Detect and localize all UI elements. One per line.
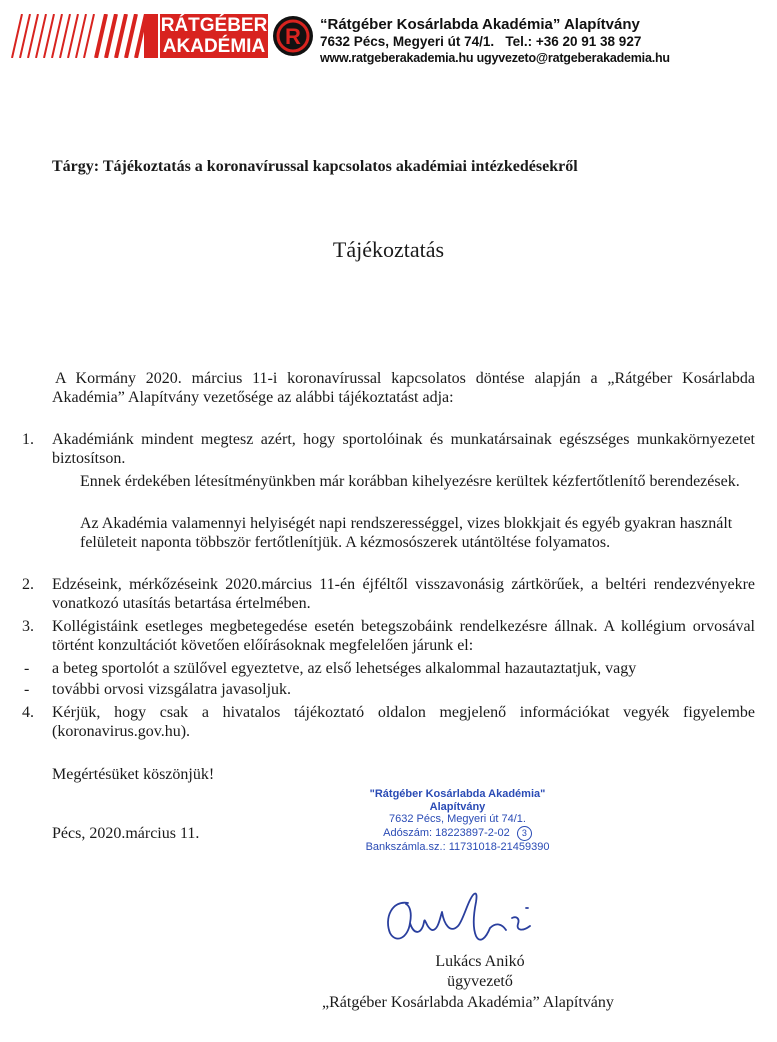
- stamp-line5: Bankszámla.sz.: 11731018-21459390: [365, 840, 550, 853]
- handwritten-signature: [380, 878, 555, 948]
- intro-paragraph: A Kormány 2020. március 11-i koronavírussal kapcsolatos döntése alapján a „Rátgéber Kosárlabda Akadémia” Alapítvány vezetősége az alábbi tájékoztatást adja:: [52, 370, 755, 406]
- signer-role: ügyvezető: [447, 973, 513, 990]
- item-1-text: Akadémiánk mindent megtesz azért, hogy sportolóinak és munkatársainak egészséges munkakörnyezetet biztosítson.: [52, 431, 755, 467]
- signer-name: Lukács Anikó: [435, 953, 525, 970]
- item-3-text: Kollégistáink esetleges megbetegedése esetén betegszobáink rendelkezésre állnak. A kollégium orvosával történt konzultációt követően előírásoknak megfelelően járunk el:: [52, 618, 755, 654]
- web-email: www.ratgeberakademia.hu ugyvezeto@ratgeberakademia.hu: [320, 51, 670, 65]
- bullet-1-text: a beteg sportolót a szülővel egyeztetve, az első lehetséges alkalommal hazautaztatjuk, vagy: [52, 660, 637, 677]
- logo-line2: AKADÉMIA: [162, 36, 266, 57]
- logo-line1: RÁTGÉBER: [160, 15, 268, 36]
- closing-thanks: Megértésüket köszönjük!: [52, 766, 215, 783]
- logo-wordmark: [160, 14, 268, 58]
- org-name-header: “Rátgéber Kosárlabda Akadémia” Alapítvány: [320, 16, 640, 33]
- item-4-number: 4.: [22, 704, 34, 721]
- logo-letter: R: [285, 24, 301, 49]
- registered-logo-icon: [271, 14, 315, 58]
- item-4-text: Kérjük, hogy csak a hivatalos tájékoztató oldalon megjelenő információkat vegyék figyelembe (koronavirus.gov.hu).: [52, 704, 755, 740]
- item-2-number: 2.: [22, 576, 34, 593]
- item-3-number: 3.: [22, 618, 34, 635]
- item-1-sub1: Ennek érdekében létesítményünkben már korábban kihelyezésre kerültek kézfertőtlenítő berendezések.: [80, 473, 740, 490]
- organization-stamp: [350, 788, 565, 853]
- bullet-2-text: további orvosi vizsgálatra javasoljuk.: [52, 681, 292, 698]
- place-date: Pécs, 2020.március 11.: [52, 825, 200, 842]
- stamp-badge: 3: [517, 826, 532, 841]
- item-1-number: 1.: [22, 431, 34, 448]
- subject-line: Tárgy: Tájékoztatás a koronavírussal kapcsolatos akadémiai intézkedésekről: [52, 158, 578, 175]
- stamp-line1: "Rátgéber Kosárlabda Akadémia": [369, 788, 546, 800]
- stamp-line2: Alapítvány: [429, 800, 486, 813]
- signer-organization: „Rátgéber Kosárlabda Akadémia” Alapítvány: [322, 994, 614, 1011]
- address-phone: 7632 Pécs, Megyeri út 74/1. Tel.: +36 20 91 38 927: [320, 34, 642, 49]
- item-2-text: Edzéseink, mérkőzéseink 2020.március 11-én éjféltől visszavonásig zártkörűek, a beltéri rendezvényekre vonatkozó utasítás betartása értelmében.: [52, 576, 755, 612]
- stamp-line3: 7632 Pécs, Megyeri út 74/1.: [389, 813, 526, 825]
- bullet-2-marker: -: [24, 681, 30, 698]
- logo-stripes-graphic: [6, 14, 158, 58]
- stamp-line4: Adószám: 18223897-2-02: [383, 826, 510, 839]
- document-title: Tájékoztatás: [332, 237, 445, 262]
- item-1-sub2: Az Akadémia valamennyi helyiségét napi rendszerességgel, vizes blokkjait és egyéb gyakran használt felületeit naponta többször fertőtlenítjük. A kézmosószerek utántöltése folyamatos.: [80, 515, 733, 551]
- bullet-1-marker: -: [24, 660, 30, 677]
